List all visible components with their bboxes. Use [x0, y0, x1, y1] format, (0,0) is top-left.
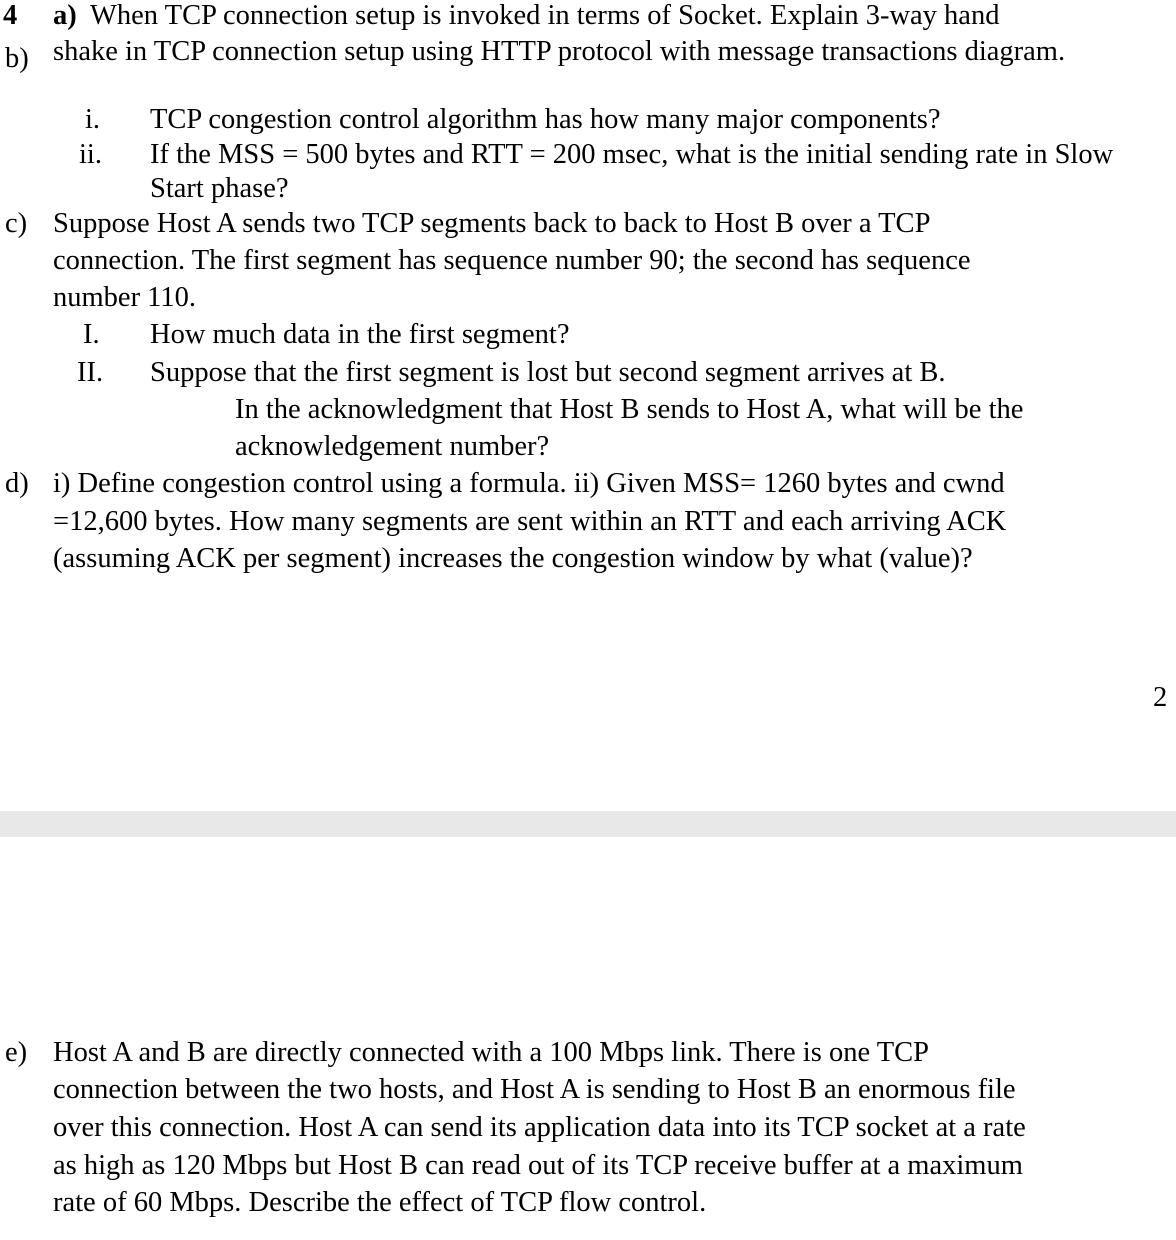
part-c-line-1: Suppose Host A sends two TCP segments back to back to Host B over a TCP: [53, 208, 931, 239]
part-e-line-4: as high as 120 Mbps but Host B can read out of its TCP receive buffer at a maximum: [53, 1150, 1023, 1181]
part-b-item-i-line-1: TCP congestion control algorithm has how many major components?: [150, 104, 941, 135]
part-e-line-2: connection between the two hosts, and Host A is sending to Host B an enormous file: [53, 1074, 1016, 1105]
part-c-label: c): [5, 208, 28, 239]
part-a-label: a): [53, 0, 77, 31]
part-c-marker-I: I.: [83, 319, 100, 350]
part-c-item-II-line-3: acknowledgement number?: [235, 431, 550, 462]
question-number: 4: [3, 0, 18, 31]
part-e-line-5: rate of 60 Mbps. Describe the effect of TCP flow control.: [53, 1187, 707, 1218]
part-b-item-ii-line-1: If the MSS = 500 bytes and RTT = 200 msec, what is the initial sending rate in Slow: [150, 139, 1114, 170]
part-c-item-II-line-1: Suppose that the first segment is lost but second segment arrives at B.: [150, 357, 946, 388]
part-c-item-I-line-1: How much data in the first segment?: [150, 319, 570, 350]
part-b-marker-ii: ii.: [79, 139, 102, 170]
part-c-line-2: connection. The first segment has sequence number 90; the second has sequence: [53, 245, 971, 276]
part-b-label: b): [5, 43, 29, 74]
part-e-line-3: over this connection. Host A can send its application data into its TCP socket at a rate: [53, 1112, 1026, 1143]
part-c-marker-II: II.: [77, 357, 104, 388]
part-e-label: e): [5, 1037, 28, 1068]
part-d-line-2: =12,600 bytes. How many segments are sent within an RTT and each arriving ACK: [53, 506, 1007, 537]
part-d-line-3: (assuming ACK per segment) increases the congestion window by what (value)?: [53, 543, 973, 574]
part-e-line-1: Host A and B are directly connected with a 100 Mbps link. There is one TCP: [53, 1037, 929, 1068]
part-d-label: d): [5, 468, 29, 499]
part-c-line-3: number 110.: [53, 282, 197, 313]
part-a-line-2: shake in TCP connection setup using HTTP protocol with message transactions diagram.: [53, 36, 1066, 67]
page-number: 2: [1153, 682, 1168, 713]
part-d-line-1: i) Define congestion control using a formula. ii) Given MSS= 1260 bytes and cwnd: [53, 468, 1005, 499]
page-separator: [0, 811, 1176, 837]
part-b-marker-i: i.: [85, 104, 101, 135]
part-a-line-1: When TCP connection setup is invoked in terms of Socket. Explain 3-way hand: [90, 0, 1000, 31]
part-b-item-ii-line-2: Start phase?: [150, 173, 289, 204]
part-c-item-II-line-2: In the acknowledgment that Host B sends to Host A, what will be the: [235, 394, 1024, 425]
